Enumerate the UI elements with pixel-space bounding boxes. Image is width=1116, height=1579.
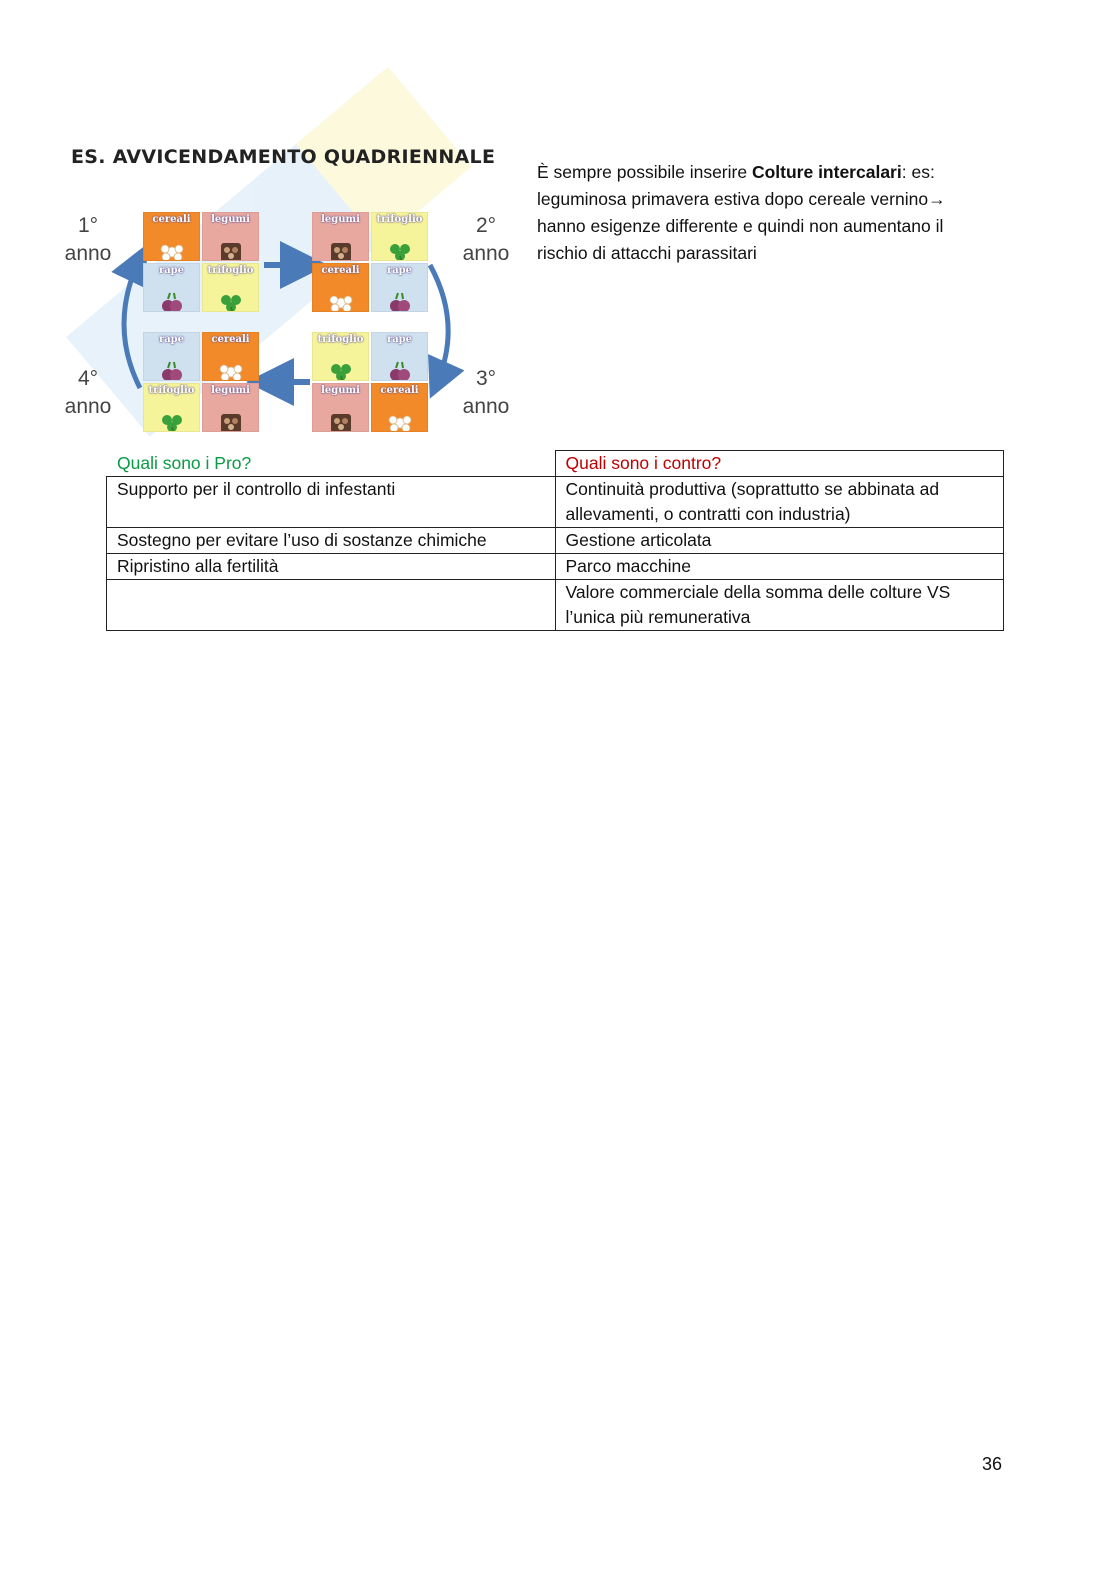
table-header-row [107, 451, 1004, 477]
trifoglio-icon [326, 360, 356, 381]
crop-label: rape [158, 334, 185, 345]
crop-label: rape [158, 265, 185, 276]
note-line-2 [537, 186, 997, 213]
trifoglio-icon [157, 411, 187, 432]
rotation-arrows [58, 140, 518, 455]
crop-cell-trifoglio [143, 383, 200, 432]
figure-title: ES. AVVICENDAMENTO QUADRIENNALE [71, 146, 496, 168]
legumi-icon [216, 240, 246, 261]
pro-cell [107, 580, 556, 631]
crop-label: legumi [211, 214, 250, 225]
year-2-word: anno [462, 242, 510, 265]
year-3-number: 3° [475, 367, 497, 390]
year-2-number: 2° [475, 214, 497, 237]
crop-label: cereali [152, 214, 191, 225]
crop-cell-legumi [312, 383, 369, 432]
rape-icon [157, 291, 187, 312]
year-3-label [456, 365, 516, 421]
year-4-number: 4° [77, 367, 99, 390]
note-line-2-text: leguminosa primavera estiva dopo cereale vernino [537, 189, 929, 209]
crop-label: cereali [380, 385, 419, 396]
table-row [107, 554, 1004, 580]
pro-cell: Supporto per il controllo di infestanti [107, 477, 556, 528]
note-line-1-start: È sempre possibile inserire [537, 162, 752, 182]
pros-header: Quali sono i Pro? [107, 451, 556, 477]
crop-cell-cereali [202, 332, 259, 381]
crop-label: cereali [321, 265, 360, 276]
contro-cell: Parco macchine [555, 554, 1004, 580]
crop-cell-rape [143, 332, 200, 381]
crop-label: trifoglio [207, 265, 254, 276]
year-1-number: 1° [77, 214, 99, 237]
table-row [107, 580, 1004, 631]
note-line-3: hanno esigenze differente e quindi non aumentano il [537, 216, 944, 236]
contro-cell: Continuità produttiva (soprattutto se abbinata ad allevamenti, o contratti con industria) [555, 477, 1004, 528]
contro-cell: Gestione articolata [555, 528, 1004, 554]
crop-label: trifoglio [376, 214, 423, 225]
year-1-label [58, 212, 118, 268]
rape-icon [385, 360, 415, 381]
crop-cell-cereali [143, 212, 200, 261]
crop-cell-legumi [202, 383, 259, 432]
cereali-icon [157, 240, 187, 261]
rotation-diagram [58, 140, 518, 455]
crop-cell-legumi [312, 212, 369, 261]
legumi-icon [216, 411, 246, 432]
crop-cell-rape [143, 263, 200, 312]
year-4-label [58, 365, 118, 421]
note-line-1 [537, 159, 997, 186]
pro-cell: Sostegno per evitare l’uso di sostanze chimiche [107, 528, 556, 554]
year-1-word: anno [64, 242, 112, 265]
crop-cell-trifoglio [202, 263, 259, 312]
pros-cons-table [106, 450, 1004, 631]
legumi-icon [326, 240, 356, 261]
crop-cell-legumi [202, 212, 259, 261]
year-2-label [456, 212, 516, 268]
crop-cell-cereali [312, 263, 369, 312]
rape-icon [385, 291, 415, 312]
crop-label: trifoglio [317, 334, 364, 345]
intercalary-crops-note [537, 159, 997, 267]
table-row [107, 477, 1004, 528]
table-row [107, 528, 1004, 554]
crop-label: trifoglio [148, 385, 195, 396]
legumi-icon [326, 411, 356, 432]
crop-label: rape [386, 265, 413, 276]
page-number: 36 [982, 1454, 1003, 1474]
note-bold-term: Colture intercalari [751, 162, 902, 182]
crop-cell-rape [371, 263, 428, 312]
crop-cell-trifoglio [371, 212, 428, 261]
contro-cell: Valore commerciale della somma delle colture VS l’unica più remunerativa [555, 580, 1004, 631]
crop-label: legumi [321, 385, 360, 396]
year-3-word: anno [462, 395, 510, 418]
crop-label: cereali [211, 334, 250, 345]
crop-label: legumi [211, 385, 250, 396]
crop-label: legumi [321, 214, 360, 225]
note-line-4: rischio di attacchi parassitari [537, 243, 757, 263]
trifoglio-icon [385, 240, 415, 261]
cereali-icon [216, 360, 246, 381]
crop-cell-trifoglio [312, 332, 369, 381]
cereali-icon [385, 411, 415, 432]
arrow-right-icon: → [928, 189, 946, 209]
crop-cell-rape [371, 332, 428, 381]
crop-label: rape [386, 334, 413, 345]
rape-icon [157, 360, 187, 381]
note-line-1-end: : es: [901, 162, 935, 182]
cons-header: Quali sono i contro? [555, 451, 1004, 477]
year-4-word: anno [64, 395, 112, 418]
pro-cell: Ripristino alla fertilità [107, 554, 556, 580]
trifoglio-icon [216, 291, 246, 312]
crop-cell-cereali [371, 383, 428, 432]
cereali-icon [326, 291, 356, 312]
